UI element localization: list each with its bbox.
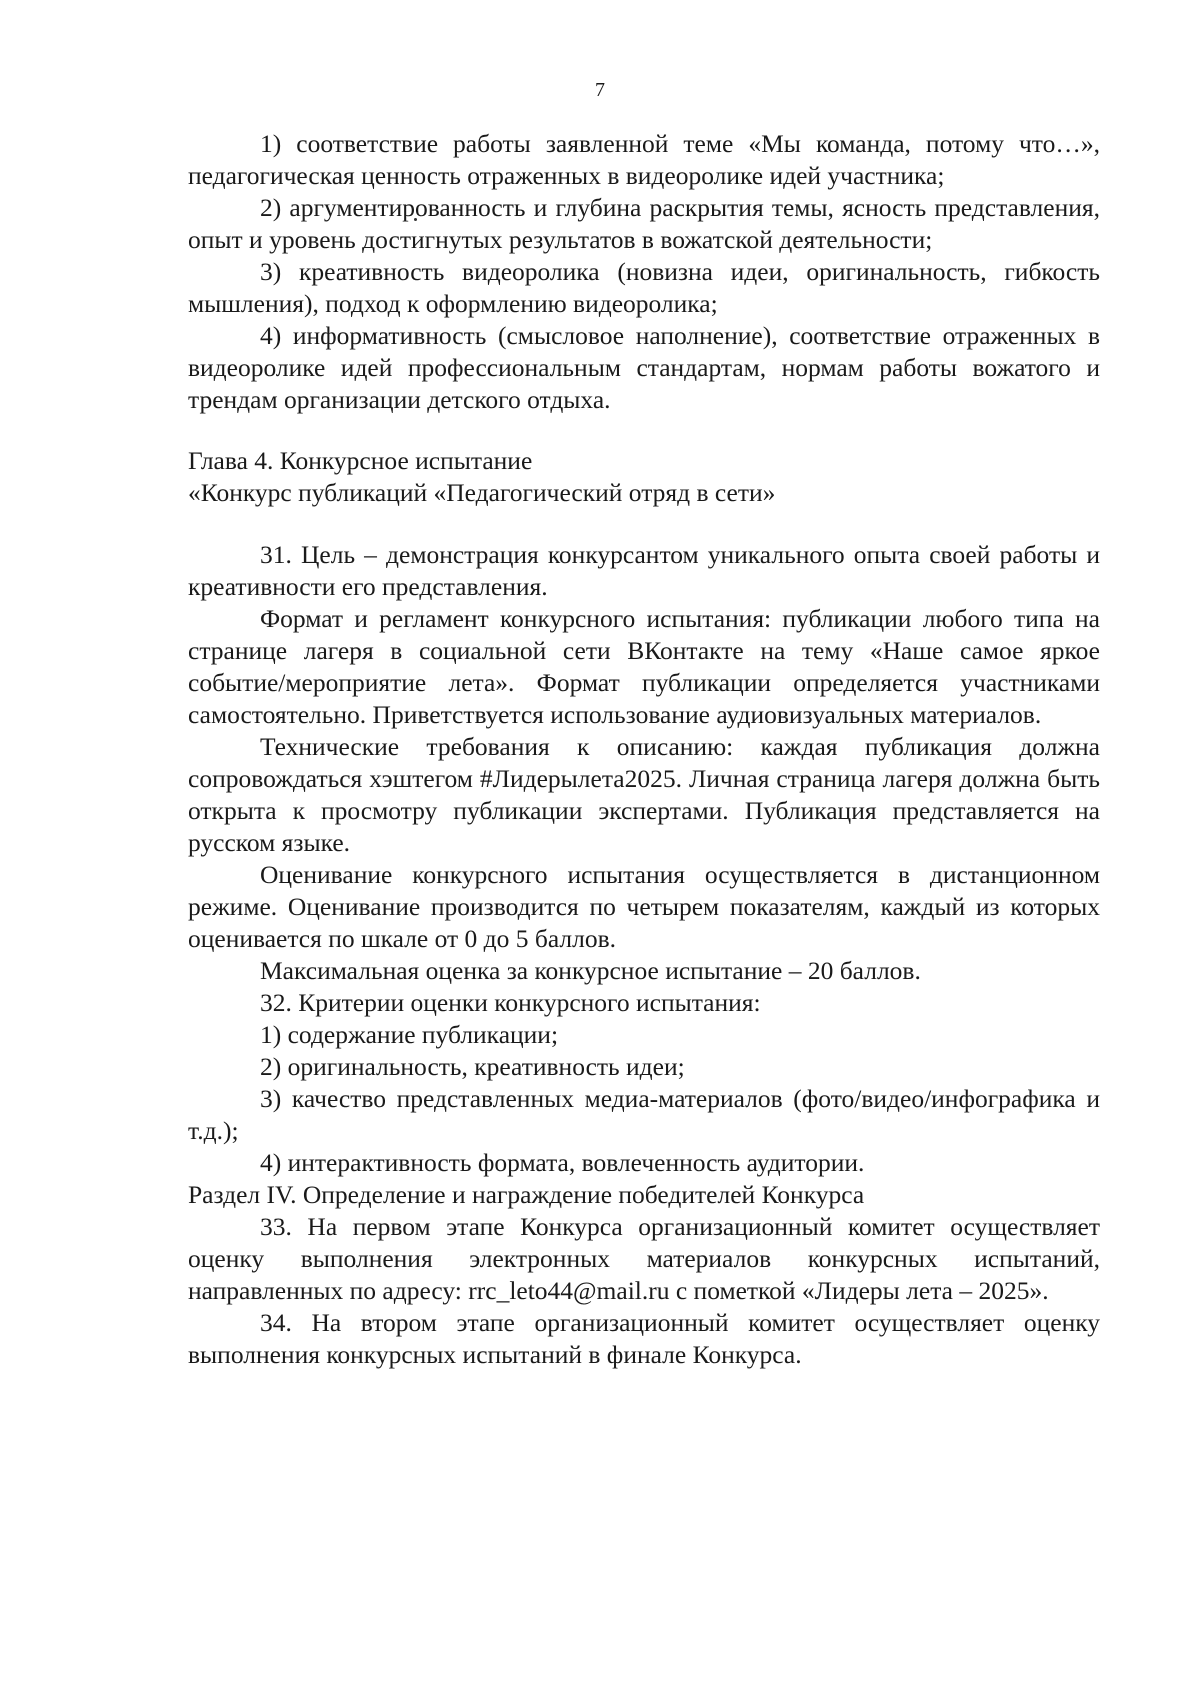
paragraph-34: 34. На втором этапе организационный комитет осуществляет оценку выполнения конкурсных испытаний в финале Конкурса. bbox=[188, 1308, 1100, 1369]
paragraph-format: Формат и регламент конкурсного испытания: публикации любого типа на странице лагеря в социальной сети ВКонтакте на тему «Наше самое яркое событие/мероприятие лета». Формат публикации определяется участниками самостоятельно. Приветствуется использование аудиовизуальных материалов. bbox=[188, 604, 1100, 729]
paragraph-technical-requirements: Технические требования к описанию: каждая публикация должна сопровождаться хэштегом #Лидерылета2025. Личная страница лагеря должна быть открыта к просмотру публикации экспертами. Публикация представляется на русском языке. bbox=[188, 732, 1100, 857]
paragraph-32-criteria: 32. Критерии оценки конкурсного испытания: bbox=[260, 988, 761, 1017]
publication-criterion-4: 4) интерактивность формата, вовлеченность аудитории. bbox=[260, 1148, 865, 1177]
video-criterion-3: 3) креативность видеоролика (новизна идеи, оригинальность, гибкость мышления), подход к оформлению видеоролика; bbox=[188, 257, 1100, 318]
publication-criterion-1: 1) содержание публикации; bbox=[260, 1020, 559, 1049]
chapter-4-heading bbox=[188, 445, 1100, 509]
publication-criterion-3: 3) качество представленных медиа-материалов (фото/видео/инфографика и т.д.); bbox=[188, 1084, 1100, 1145]
section-4-title: Раздел IV. Определение и награждение победителей Конкурса bbox=[188, 1180, 865, 1209]
document-body bbox=[188, 128, 1100, 1371]
chapter-4-subtitle: «Конкурс публикаций «Педагогический отряд в сети» bbox=[188, 478, 776, 507]
video-criterion-1: 1) соответствие работы заявленной теме «Мы команда, потому что…», педагогическая ценность отраженных в видеоролике идей участника; bbox=[188, 129, 1100, 190]
paragraph-31-goal: 31. Цель – демонстрация конкурсантом уникального опыта своей работы и креативности его представления. bbox=[188, 540, 1100, 601]
paragraph-max-score: Максимальная оценка за конкурсное испытание – 20 баллов. bbox=[260, 956, 921, 985]
page-number: 7 bbox=[595, 79, 605, 101]
chapter-4-title: Глава 4. Конкурсное испытание bbox=[188, 446, 533, 475]
paragraph-33: 33. На первом этапе Конкурса организационный комитет осуществляет оценку выполнения электронных материалов конкурсных испытаний, направленных по адресу: rrc_leto44@mail.ru с пометкой «Лидеры лета – 2025». bbox=[188, 1212, 1100, 1305]
video-criterion-2: 2) аргументированность и глубина раскрытия темы, ясность представления, опыт и уровень достигнутых результатов в вожатской деятельности; bbox=[188, 193, 1100, 254]
paragraph-evaluation: Оценивание конкурсного испытания осуществляется в дистанционном режиме. Оценивание производится по четырем показателям, каждый из которых оценивается по шкале от 0 до 5 баллов. bbox=[188, 860, 1100, 953]
publication-criterion-2: 2) оригинальность, креативность идеи; bbox=[260, 1052, 685, 1081]
video-criterion-4: 4) информативность (смысловое наполнение), соответствие отраженных в видеоролике идей профессиональным стандартам, нормам работы вожатого и трендам организации детского отдыха. bbox=[188, 321, 1100, 414]
